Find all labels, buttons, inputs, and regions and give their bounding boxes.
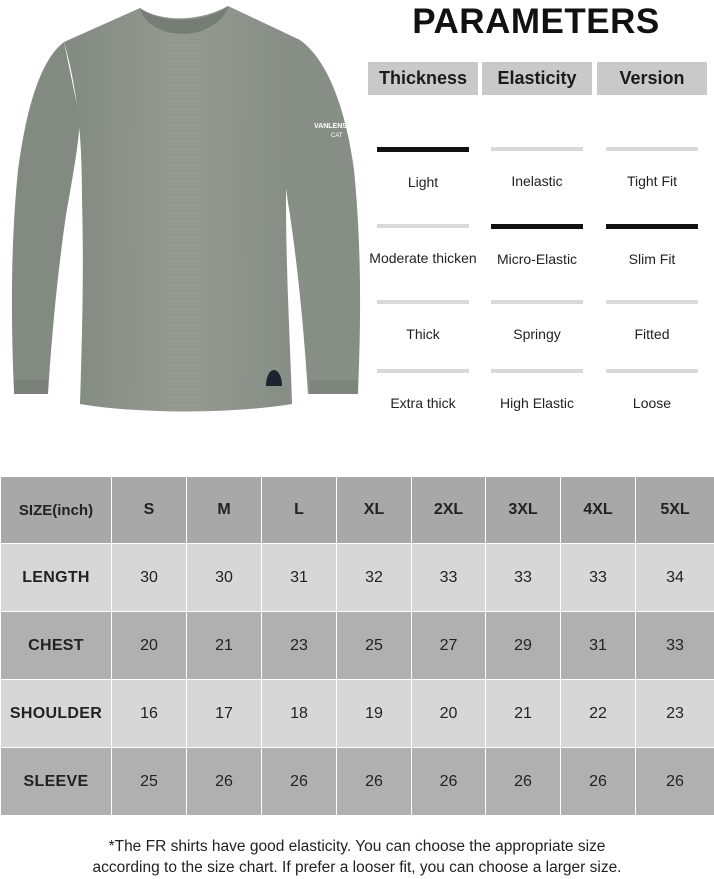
table-cell: 31: [262, 544, 337, 612]
table-cell: 26: [187, 748, 262, 816]
table-cell: 23: [636, 680, 714, 748]
level-indicator: [377, 224, 469, 228]
size-chart-table: [0, 476, 714, 816]
table-cell: 21: [486, 680, 561, 748]
table-cell: 25: [337, 612, 412, 680]
table-cell: 18: [262, 680, 337, 748]
level-indicator: [377, 369, 469, 373]
level-indicator-selected: [606, 224, 698, 229]
param-level: Tight Fit: [597, 147, 707, 189]
level-indicator: [606, 369, 698, 373]
row-label: SLEEVE: [1, 748, 112, 816]
param-level: Springy: [482, 300, 592, 342]
table-cell: 25: [112, 748, 187, 816]
param-level: Slim Fit: [597, 224, 707, 267]
table-cell: 22: [561, 680, 636, 748]
size-note-line2: according to the size chart. If prefer a looser fit, you can choose a larger size.: [92, 859, 622, 876]
table-cell: 31: [561, 612, 636, 680]
size-column-header: S: [112, 477, 187, 544]
table-row-shoulder: [1, 680, 714, 748]
param-column-elasticity: [482, 62, 592, 411]
table-row-length: [1, 544, 714, 612]
table-cell: 33: [486, 544, 561, 612]
table-cell: 33: [412, 544, 486, 612]
table-cell: 23: [262, 612, 337, 680]
table-cell: 26: [337, 748, 412, 816]
table-cell: 30: [187, 544, 262, 612]
table-cell: 26: [636, 748, 714, 816]
level-indicator: [491, 300, 583, 304]
table-cell: 33: [561, 544, 636, 612]
param-level: Thick: [368, 300, 478, 342]
param-header: Version: [597, 62, 707, 95]
brand-print-line2: CAT: [331, 133, 343, 139]
table-cell: 19: [337, 680, 412, 748]
size-header-label: SIZE(inch): [1, 477, 112, 544]
level-indicator: [606, 300, 698, 304]
table-cell: 33: [636, 612, 714, 680]
parameters-title: PARAMETERS: [412, 2, 660, 41]
table-cell: 26: [486, 748, 561, 816]
table-cell: 34: [636, 544, 714, 612]
row-label: LENGTH: [1, 544, 112, 612]
table-cell: 26: [262, 748, 337, 816]
table-cell: 26: [561, 748, 636, 816]
right-sleeve: [282, 40, 360, 394]
param-header: Thickness: [368, 62, 478, 95]
level-indicator: [377, 300, 469, 304]
level-indicator-selected: [377, 147, 469, 152]
table-row-chest: [1, 612, 714, 680]
param-level: Fitted: [597, 300, 707, 342]
param-level: Extra thick: [368, 369, 478, 411]
level-indicator: [606, 147, 698, 151]
left-sleeve: [12, 42, 80, 394]
size-header-row: [1, 477, 714, 544]
level-indicator: [491, 369, 583, 373]
param-level: Inelastic: [482, 147, 592, 189]
table-cell: 20: [412, 680, 486, 748]
param-column-version: [597, 62, 707, 411]
row-label: CHEST: [1, 612, 112, 680]
table-cell: 17: [187, 680, 262, 748]
param-level: Micro-Elastic: [482, 224, 592, 267]
level-indicator-selected: [491, 224, 583, 229]
size-column-header: 4XL: [561, 477, 636, 544]
table-cell: 32: [337, 544, 412, 612]
size-column-header: XL: [337, 477, 412, 544]
table-cell: 26: [412, 748, 486, 816]
size-column-header: M: [187, 477, 262, 544]
table-cell: 16: [112, 680, 187, 748]
row-label: SHOULDER: [1, 680, 112, 748]
table-row-sleeve: [1, 748, 714, 816]
table-cell: 20: [112, 612, 187, 680]
param-header: Elasticity: [482, 62, 592, 95]
size-note-line1: *The FR shirts have good elasticity. You can choose the appropriate size: [108, 838, 606, 855]
level-indicator: [491, 147, 583, 151]
size-column-header: 2XL: [412, 477, 486, 544]
param-column-thickness: [368, 62, 478, 411]
param-level: High Elastic: [482, 369, 592, 411]
size-column-header: 5XL: [636, 477, 714, 544]
param-level: Loose: [597, 369, 707, 411]
table-cell: 29: [486, 612, 561, 680]
brand-print-line1: VANLENS: [314, 123, 347, 130]
size-note: [0, 836, 714, 878]
size-column-header: L: [262, 477, 337, 544]
table-cell: 21: [187, 612, 262, 680]
table-cell: 30: [112, 544, 187, 612]
param-level: Light: [368, 147, 478, 190]
param-level: Moderate thicken: [368, 224, 478, 266]
shirt-image: [0, 0, 368, 420]
size-column-header: 3XL: [486, 477, 561, 544]
table-cell: 27: [412, 612, 486, 680]
